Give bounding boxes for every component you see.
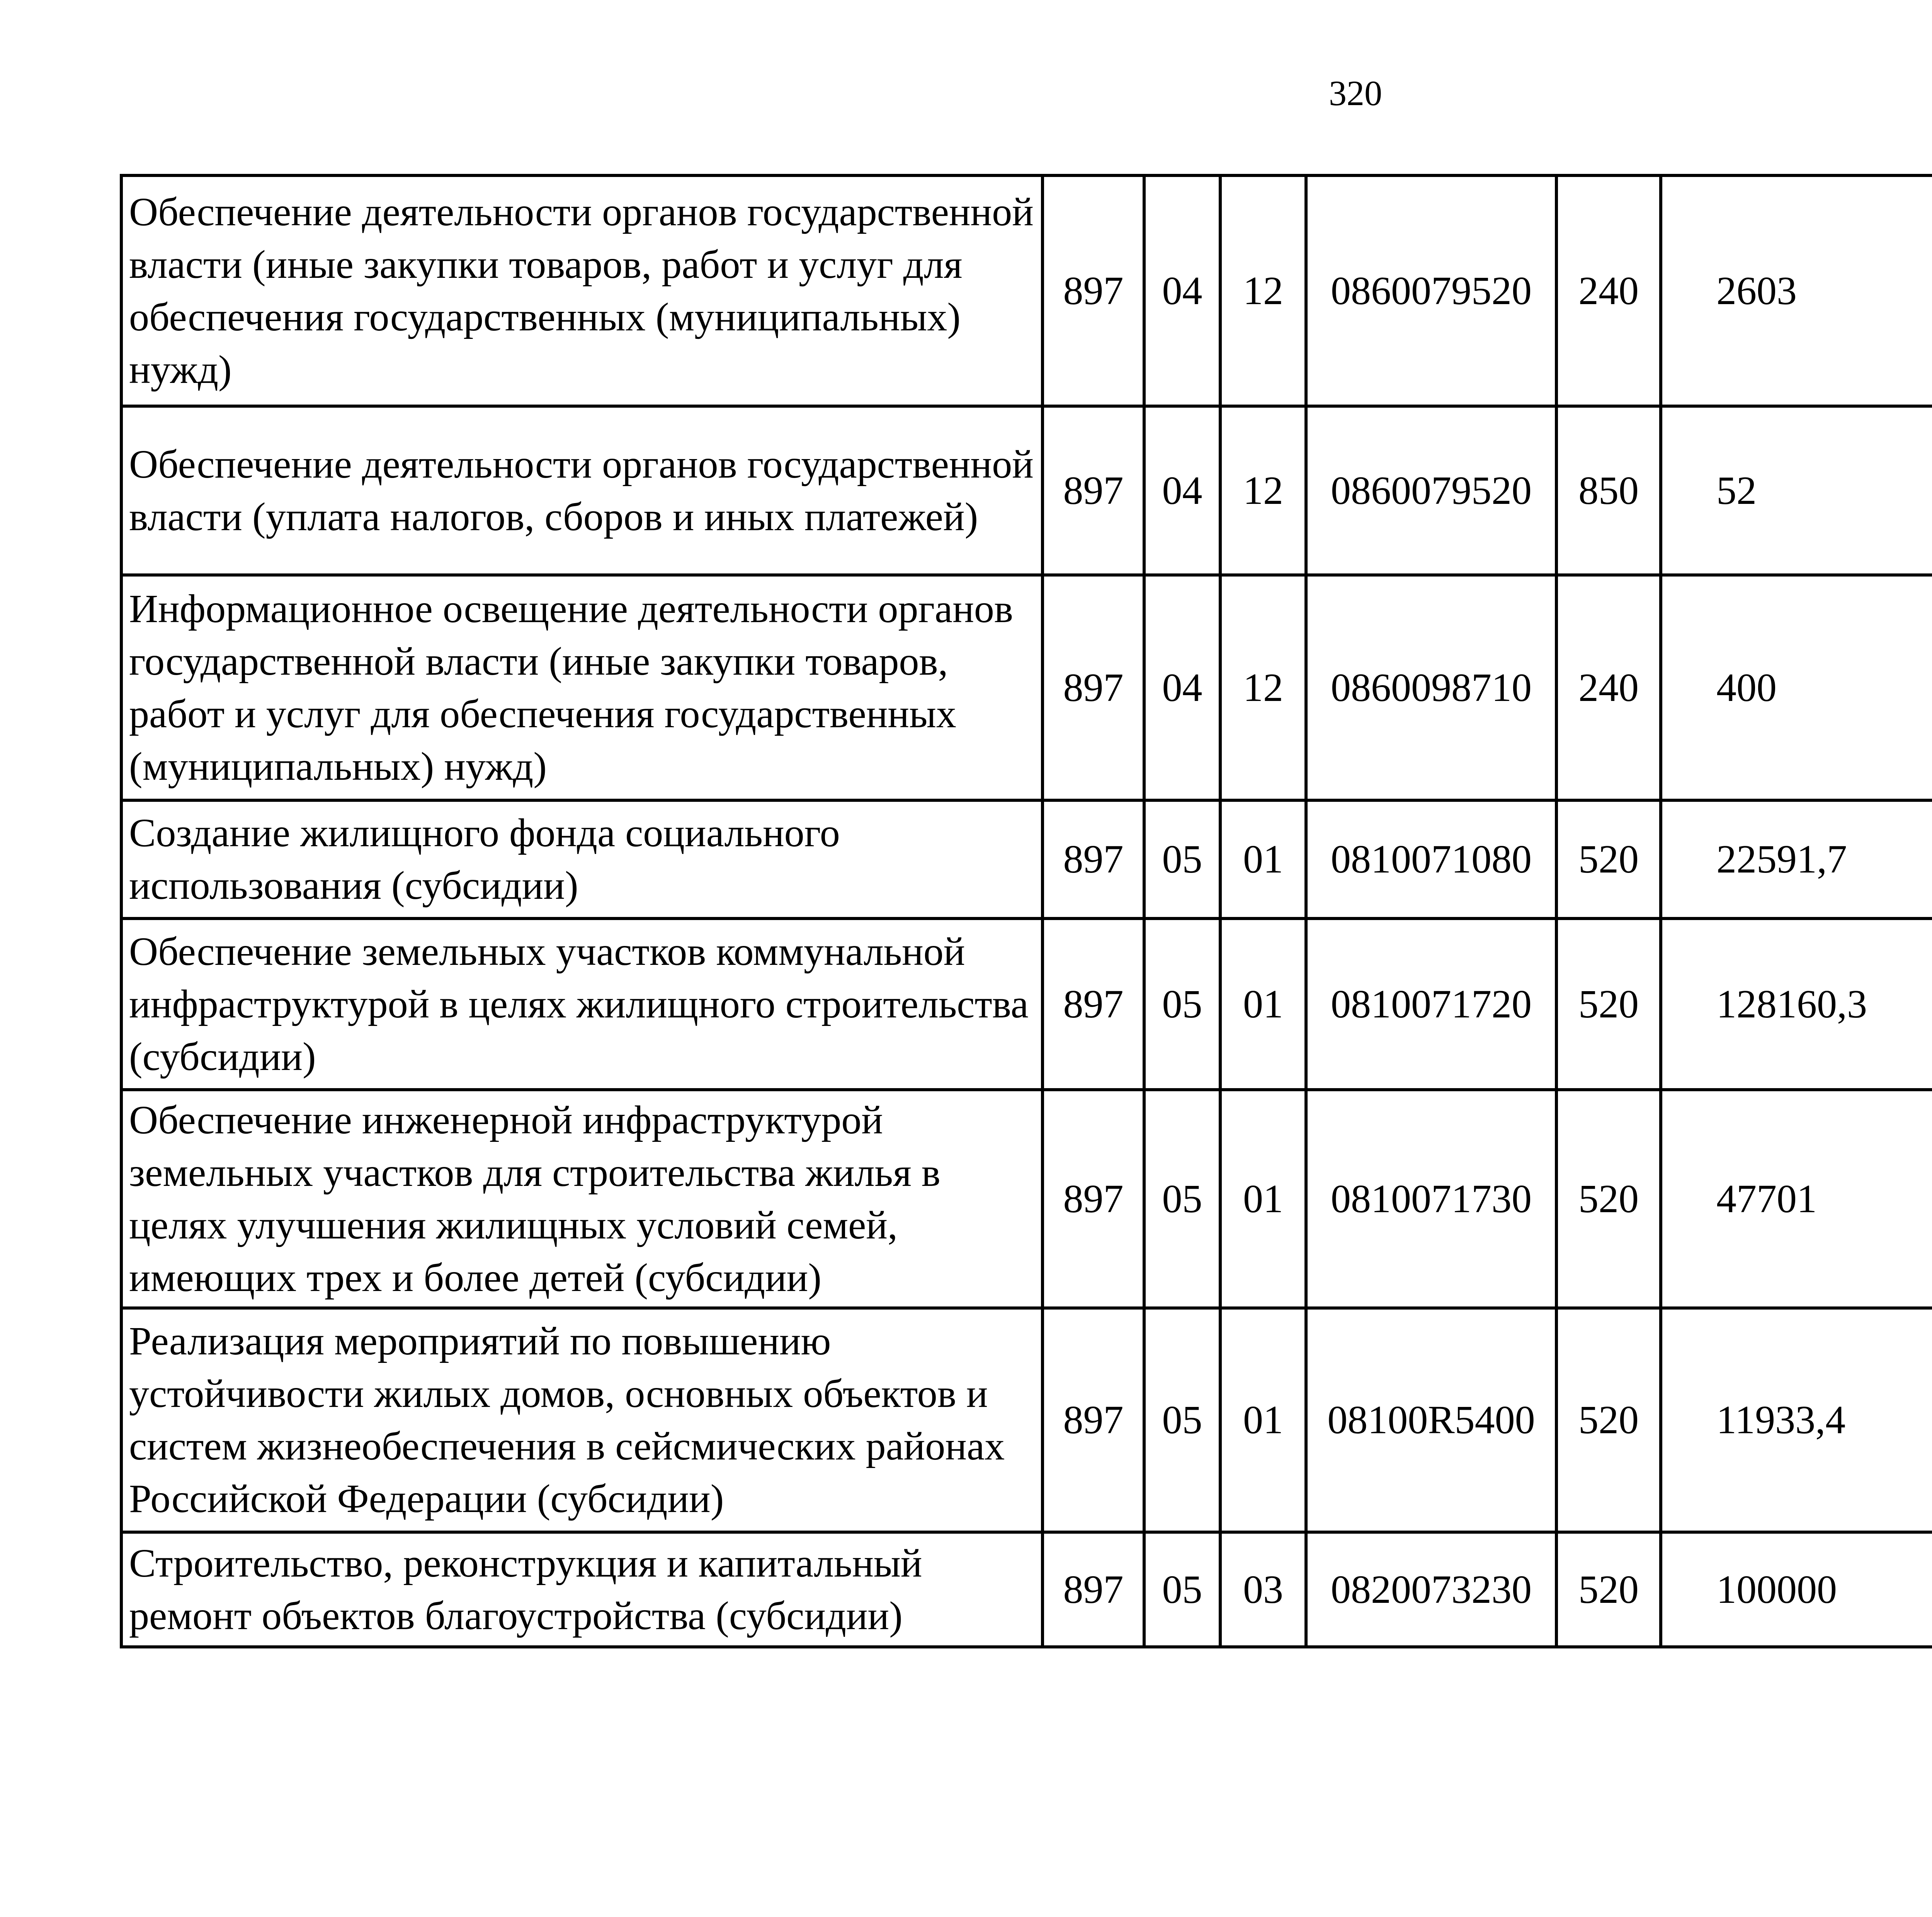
subsection-code-cell: 12 bbox=[1220, 575, 1306, 800]
expense-name-cell: Обеспечение земельных участков коммунальной инфраструктурой в целях жилищного строительства (субсидии) bbox=[121, 919, 1043, 1090]
amount-year1-cell: 11933,4 bbox=[1661, 1308, 1932, 1532]
admin-code-cell: 897 bbox=[1043, 175, 1144, 406]
page-number: 320 bbox=[1329, 73, 1382, 113]
section-code-cell: 04 bbox=[1144, 406, 1220, 575]
target-code-cell: 0860079520 bbox=[1306, 175, 1556, 406]
subsection-code-cell: 12 bbox=[1220, 406, 1306, 575]
amount-year1-cell: 47701 bbox=[1661, 1090, 1932, 1308]
table-row bbox=[121, 175, 1932, 406]
section-code-cell: 05 bbox=[1144, 919, 1220, 1090]
admin-code-cell: 897 bbox=[1043, 406, 1144, 575]
section-code-cell: 05 bbox=[1144, 1090, 1220, 1308]
target-code-cell: 0810071720 bbox=[1306, 919, 1556, 1090]
expense-type-cell: 240 bbox=[1556, 575, 1661, 800]
subsection-code-cell: 01 bbox=[1220, 1090, 1306, 1308]
amount-year1-cell: 2603 bbox=[1661, 175, 1932, 406]
expense-name-cell: Реализация мероприятий по повышению устойчивости жилых домов, основных объектов и систем жизнеобеспечения в сейсмических районах Российской Федерации (субсидии) bbox=[121, 1308, 1043, 1532]
subsection-code-cell: 01 bbox=[1220, 1308, 1306, 1532]
target-code-cell: 0860098710 bbox=[1306, 575, 1556, 800]
table-row bbox=[121, 1090, 1932, 1308]
expense-type-cell: 520 bbox=[1556, 1090, 1661, 1308]
expense-name-cell: Информационное освещение деятельности органов государственной власти (иные закупки товаров, работ и услуг для обеспечения государственных (муниципальных) нужд) bbox=[121, 575, 1043, 800]
amount-year1-cell: 128160,3 bbox=[1661, 919, 1932, 1090]
table-row bbox=[121, 800, 1932, 919]
admin-code-cell: 897 bbox=[1043, 1532, 1144, 1647]
target-code-cell: 08100R5400 bbox=[1306, 1308, 1556, 1532]
target-code-cell: 0810071730 bbox=[1306, 1090, 1556, 1308]
amount-year1-cell: 52 bbox=[1661, 406, 1932, 575]
subsection-code-cell: 12 bbox=[1220, 175, 1306, 406]
subsection-code-cell: 01 bbox=[1220, 800, 1306, 919]
amount-year1-cell: 22591,7 bbox=[1661, 800, 1932, 919]
expense-name-cell: Строительство, реконструкция и капитальный ремонт объектов благоустройства (субсидии) bbox=[121, 1532, 1043, 1647]
admin-code-cell: 897 bbox=[1043, 919, 1144, 1090]
section-code-cell: 05 bbox=[1144, 1532, 1220, 1647]
expense-type-cell: 520 bbox=[1556, 1308, 1661, 1532]
expense-type-cell: 850 bbox=[1556, 406, 1661, 575]
table-row bbox=[121, 1308, 1932, 1532]
target-code-cell: 0860079520 bbox=[1306, 406, 1556, 575]
target-code-cell: 0820073230 bbox=[1306, 1532, 1556, 1647]
amount-year1-cell: 100000 bbox=[1661, 1532, 1932, 1647]
expense-name-cell: Обеспечение деятельности органов государственной власти (иные закупки товаров, работ и услуг для обеспечения государственных (муниципальных) нужд) bbox=[121, 175, 1043, 406]
expense-type-cell: 520 bbox=[1556, 1532, 1661, 1647]
admin-code-cell: 897 bbox=[1043, 1090, 1144, 1308]
admin-code-cell: 897 bbox=[1043, 575, 1144, 800]
table-row bbox=[121, 919, 1932, 1090]
expense-name-cell: Обеспечение инженерной инфраструктурой земельных участков для строительства жилья в целях улучшения жилищных условий семей, имеющих трех и более детей (субсидии) bbox=[121, 1090, 1043, 1308]
expense-name-cell: Обеспечение деятельности органов государственной власти (уплата налогов, сборов и иных платежей) bbox=[121, 406, 1043, 575]
budget-table bbox=[120, 174, 1932, 1648]
section-code-cell: 04 bbox=[1144, 175, 1220, 406]
subsection-code-cell: 01 bbox=[1220, 919, 1306, 1090]
section-code-cell: 05 bbox=[1144, 1308, 1220, 1532]
amount-year1-cell: 400 bbox=[1661, 575, 1932, 800]
section-code-cell: 05 bbox=[1144, 800, 1220, 919]
expense-type-cell: 520 bbox=[1556, 919, 1661, 1090]
expense-name-cell: Создание жилищного фонда социального использования (субсидии) bbox=[121, 800, 1043, 919]
target-code-cell: 0810071080 bbox=[1306, 800, 1556, 919]
admin-code-cell: 897 bbox=[1043, 800, 1144, 919]
subsection-code-cell: 03 bbox=[1220, 1532, 1306, 1647]
table-row bbox=[121, 575, 1932, 800]
table-row bbox=[121, 406, 1932, 575]
expense-type-cell: 240 bbox=[1556, 175, 1661, 406]
table-row bbox=[121, 1532, 1932, 1647]
expense-type-cell: 520 bbox=[1556, 800, 1661, 919]
section-code-cell: 04 bbox=[1144, 575, 1220, 800]
admin-code-cell: 897 bbox=[1043, 1308, 1144, 1532]
